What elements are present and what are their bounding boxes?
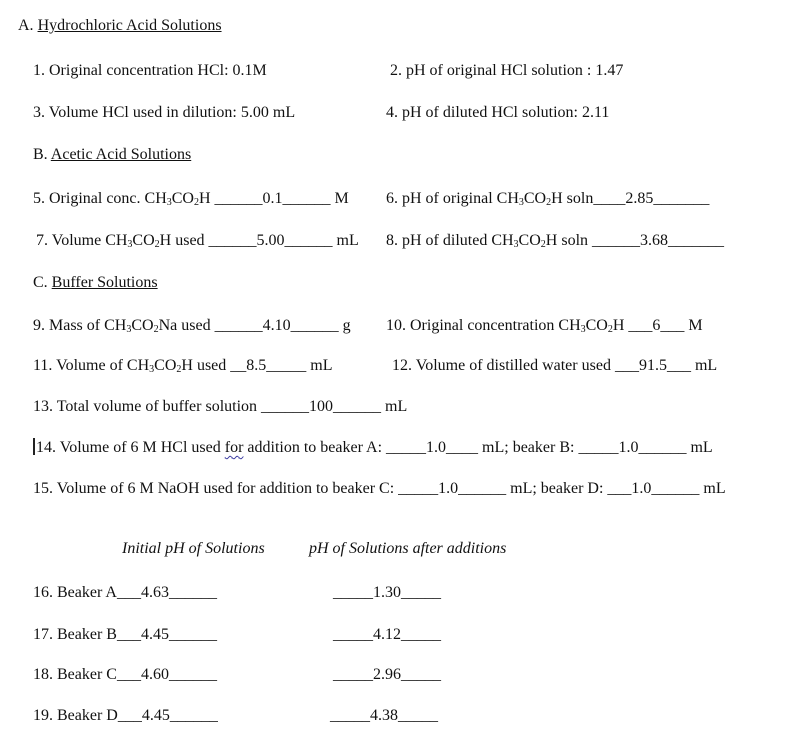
- q6-ph-original-acetic: 6. pH of original $CH_3CO_2H$ soln____2.85_______: [386, 190, 710, 208]
- q2-ph-original-hcl: 2. pH of original HCl solution : 1.47: [390, 62, 624, 79]
- beaker-label: 16. Beaker A: [33, 584, 117, 601]
- header-initial-ph: Initial pH of Solutions: [122, 540, 265, 557]
- after-ph-value: _____1.30_____: [333, 584, 441, 601]
- beaker-row-b: [33, 625, 217, 645]
- q1-original-hcl-concentration: 1. Original concentration HCl: 0.1M: [33, 62, 267, 79]
- beaker-label: 19. Beaker D: [33, 707, 118, 724]
- section-b-heading: [33, 145, 191, 165]
- beaker-row-a: [33, 583, 217, 603]
- q8-ph-diluted-acetic: 8. pH of diluted $CH_3CO_2H$ soln ______3.68_______: [386, 232, 725, 250]
- text-cursor: [33, 438, 35, 455]
- q4-ph-diluted-hcl: 4. pH of diluted HCl solution: 2.11: [386, 104, 610, 121]
- header-ph-after-additions: pH of Solutions after additions: [309, 540, 507, 557]
- beaker-label: 18. Beaker C: [33, 666, 117, 683]
- section-b-prefix: B.: [33, 146, 51, 163]
- after-ph-value: _____2.96_____: [333, 666, 441, 683]
- section-a-title: Hydrochloric Acid Solutions: [37, 17, 222, 34]
- after-ph-value: _____4.38_____: [330, 707, 438, 724]
- section-a-prefix: A.: [18, 17, 38, 34]
- section-b-title: Acetic Acid Solutions: [50, 146, 192, 163]
- q11-volume-acetic-buffer: 11. Volume of $CH_3CO_2H$ used __8.5_____ mL: [33, 357, 333, 375]
- beaker-row-c: [33, 665, 217, 685]
- beaker-label: 17. Beaker B: [33, 626, 117, 643]
- section-c-heading: [33, 273, 158, 293]
- q12-volume-distilled-water: 12. Volume of distilled water used ___91.5___ mL: [392, 357, 718, 374]
- q10-original-concentration-acetic: 10. Original concentration $CH_3CO_2H$ ___6___ M: [386, 317, 703, 335]
- initial-ph-value: ___4.45______: [117, 707, 218, 724]
- q3-volume-hcl-dilution: 3. Volume HCl used in dilution: 5.00 mL: [33, 104, 296, 121]
- q15-volume-naoh-additions: 15. Volume of 6 M NaOH used for addition to beaker C: _____1.0______ mL; beaker D: ___1.0______ mL: [33, 480, 726, 497]
- after-ph-value: _____4.12_____: [333, 626, 441, 643]
- initial-ph-value: ___4.63______: [116, 584, 217, 601]
- beaker-row-d: [33, 706, 218, 726]
- q9-mass-sodium-acetate: 9. Mass of $CH_3CO_2Na$ used ______4.10______ g: [33, 317, 351, 335]
- q7-volume-acetic-used: 7. Volume $CH_3CO_2H$ used ______5.00______ mL: [36, 232, 359, 250]
- q14-volume-hcl-additions: 14. Volume of 6 M HCl used for addition to beaker A: _____1.0____ mL; beaker B: _____1.0______ mL: [33, 438, 713, 458]
- grammar-flagged-word: for: [224, 439, 244, 456]
- initial-ph-value: ___4.45______: [116, 626, 217, 643]
- initial-ph-value: ___4.60______: [116, 666, 217, 683]
- section-a-heading: [18, 16, 222, 36]
- q13-total-volume-buffer: 13. Total volume of buffer solution ______100______ mL: [33, 398, 408, 415]
- q5-original-acetic-concentration: 5. Original conc. $CH_3CO_2H$ ______0.1______ M: [33, 190, 349, 208]
- section-c-title: Buffer Solutions: [51, 274, 158, 291]
- section-c-prefix: C.: [33, 274, 52, 291]
